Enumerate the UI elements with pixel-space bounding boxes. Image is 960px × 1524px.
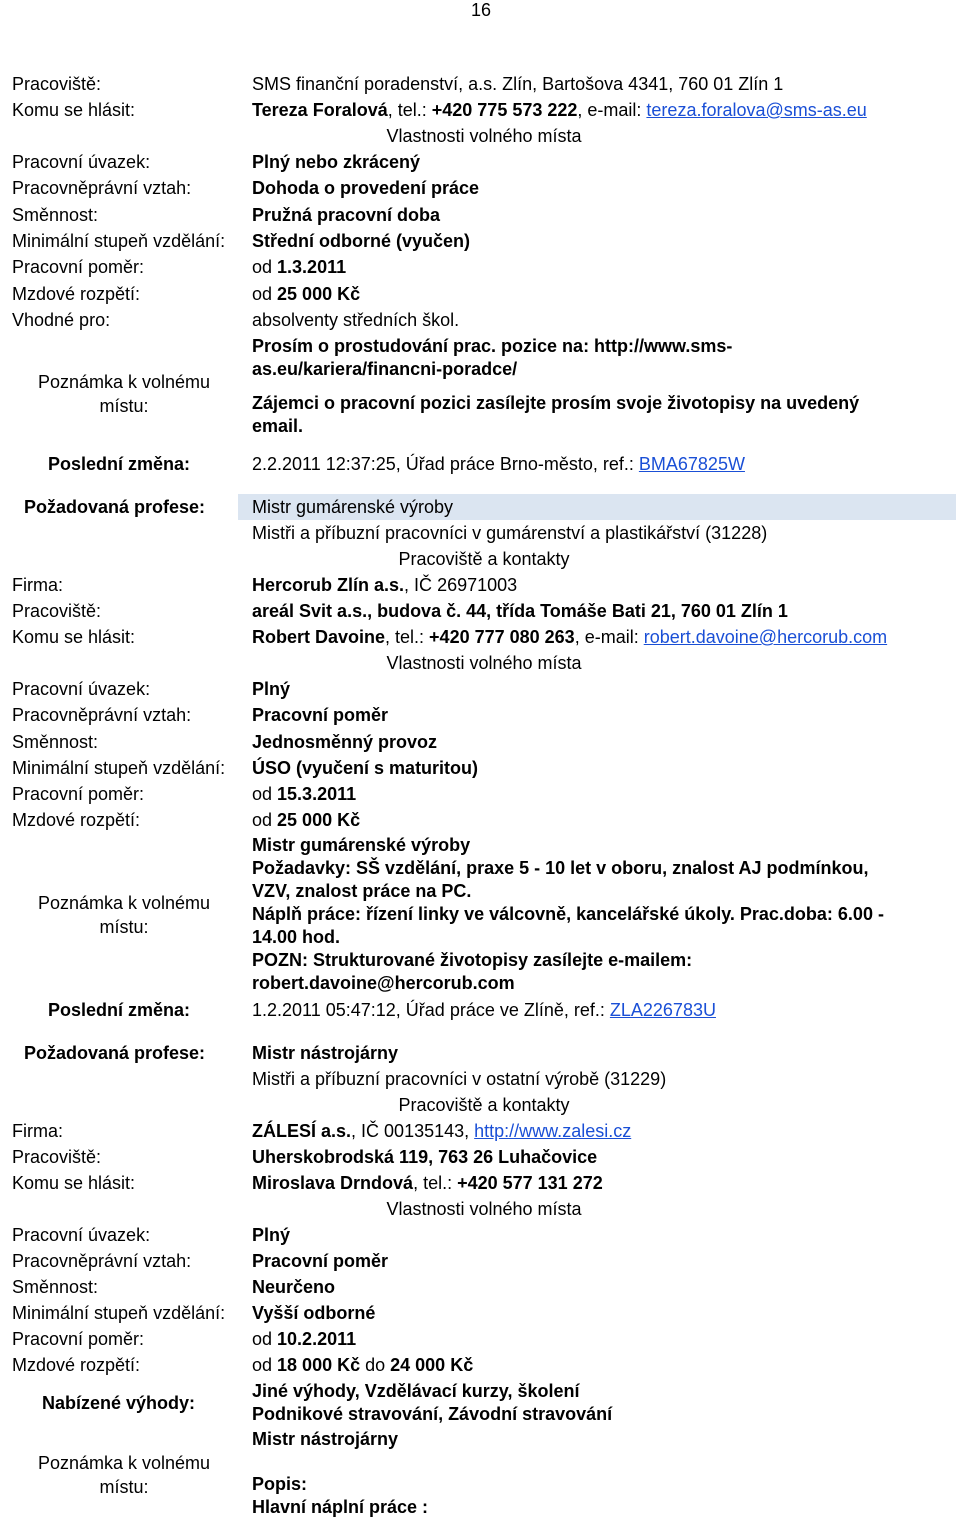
contract-type-value: Dohoda o provedení práce (252, 178, 480, 198)
start-date-label: Pracovní poměr: (12, 257, 145, 277)
contact-label: Komu se hlásit: (12, 100, 136, 120)
last-change-value (252, 997, 716, 1023)
last-change-text: 1.2.2011 05:47:12, Úřad práce ve Zlíně (252, 1000, 564, 1020)
suitable-for-value: absolventy středních škol. (252, 310, 460, 330)
education-value: ÚSO (vyučení s maturitou) (252, 758, 479, 778)
workload-label: Pracovní úvazek: (12, 1225, 151, 1245)
workplace-row (12, 598, 956, 624)
from-word: od (252, 1355, 278, 1375)
company-value (252, 572, 517, 598)
start-date-label: Pracovní poměr: (12, 1329, 145, 1349)
last-change-value (252, 451, 745, 477)
note-line: Hlavní náplní práce : (252, 1497, 429, 1517)
workplace-value: areál Svit a.s., budova č. 44, třída Tomáše Bati 21, 760 01 Zlín 1 (252, 601, 788, 621)
start-date: 10.2.2011 (277, 1329, 357, 1349)
profession-row (12, 1040, 956, 1066)
contact-value (252, 1170, 603, 1196)
last-change-label: Poslední změna: (48, 454, 191, 474)
benefit-line: Jiné výhody, Vzdělávací kurzy, školení (252, 1381, 580, 1401)
contact-name: Tereza Foralová (252, 100, 388, 120)
company-name: ZÁLESÍ a.s. (252, 1121, 352, 1141)
workplace-value: SMS finanční poradenství, a.s. Zlín, Bartošova 4341, 760 01 Zlín 1 (252, 74, 784, 94)
salary-amount: 25 000 Kč (277, 810, 361, 830)
salary-value (252, 1352, 473, 1378)
shift-value: Neurčeno (252, 1277, 336, 1297)
category-value: Mistři a příbuzní pracovníci v gumárenství a plastikářství (31228) (252, 523, 768, 543)
contact-phone: +420 777 080 263 (429, 627, 575, 647)
benefits-value (252, 1380, 950, 1426)
note-label-line2: místu: (99, 396, 149, 416)
page-number: 16 (470, 0, 492, 20)
workload-label: Pracovní úvazek: (12, 679, 151, 699)
salary-label: Mzdové rozpětí: (12, 1355, 141, 1375)
workload-value: Plný nebo zkrácený (252, 152, 421, 172)
workplace-row (12, 1144, 956, 1170)
note-line: POZN: Strukturované životopisy zasílejte e-mailem: (252, 950, 693, 970)
education-label: Minimální stupeň vzdělání: (12, 231, 226, 251)
category-row (12, 520, 956, 546)
workload-row (12, 149, 956, 175)
note-line: email. (252, 416, 304, 436)
workplace-row (12, 71, 956, 97)
shift-row (12, 729, 956, 755)
ref-prefix: , ref.: (592, 454, 639, 474)
ref-prefix: , ref.: (563, 1000, 610, 1020)
category-row (12, 1066, 956, 1092)
salary-amount: 25 000 Kč (277, 284, 361, 304)
ref-link[interactable]: ZLA226783U (609, 1000, 716, 1020)
note-value (252, 1428, 950, 1519)
note-line: Zájemci o pracovní pozici zasílejte prosím svoje životopisy na uvedený (252, 393, 860, 413)
workload-value: Plný (252, 679, 291, 699)
last-change-row (12, 451, 956, 477)
shift-row (12, 202, 956, 228)
shift-label: Směnnost: (12, 205, 99, 225)
start-date: 1.3.2011 (277, 257, 347, 277)
shift-label: Směnnost: (12, 732, 99, 752)
education-row (12, 1300, 956, 1326)
note-line: Náplň práce: řízení linky ve válcovně, kancelářské úkoly. Prac.doba: 6.00 - (252, 904, 884, 924)
note-line: Požadavky: SŠ vzdělání, praxe 5 - 10 let v oboru, znalost AJ podmínkou, (252, 858, 869, 878)
benefit-line: Podnikové stravování, Závodní stravování (252, 1404, 613, 1424)
company-row (12, 1118, 956, 1144)
start-date-row (12, 781, 956, 807)
section-heading-contacts: Pracoviště a kontakty (398, 549, 570, 569)
company-value: ZÁLESÍ a.s., IČ 00135143, http://www.zalesi.cz (252, 1121, 632, 1141)
shift-value: Jednosměnný provoz (252, 732, 438, 752)
ico-prefix: , IČ (351, 1121, 385, 1141)
note-label-line2: místu: (99, 1477, 149, 1497)
workload-row (12, 676, 956, 702)
from-word: od (252, 810, 278, 830)
contact-value (252, 97, 867, 123)
education-value: Střední odborné (vyučen) (252, 231, 471, 251)
last-change-row (12, 997, 956, 1023)
education-label: Minimální stupeň vzdělání: (12, 758, 226, 778)
shift-label: Směnnost: (12, 1277, 99, 1297)
workload-row (12, 1222, 956, 1248)
from-word: od (252, 1329, 278, 1349)
salary-row (12, 1352, 956, 1378)
note-value (252, 335, 950, 438)
start-date: 15.3.2011 (277, 784, 357, 804)
shift-value: Pružná pracovní doba (252, 205, 441, 225)
tel-prefix: , tel.: (413, 1173, 458, 1193)
contract-type-label: Pracovněprávní vztah: (12, 178, 192, 198)
contact-label: Komu se hlásit: (12, 1173, 136, 1193)
section-heading-row (12, 546, 956, 572)
company-label: Firma: (12, 575, 63, 595)
suitable-for-label: Vhodné pro: (12, 310, 111, 330)
workplace-label: Pracoviště: (12, 601, 102, 621)
ico-prefix: , IČ (404, 575, 438, 595)
profession-value: Mistr gumárenské výroby (252, 497, 454, 517)
benefits-label: Nabízené výhody: (42, 1393, 196, 1413)
last-change-label: Poslední změna: (48, 1000, 191, 1020)
contact-value (252, 624, 887, 650)
section-heading-row (12, 1196, 956, 1222)
note-line: Mistr gumárenské výroby (252, 835, 471, 855)
contract-type-value: Pracovní poměr (252, 1251, 389, 1271)
contact-email-link[interactable]: robert.davoine@hercorub.com (643, 627, 888, 647)
education-row (12, 228, 956, 254)
contract-type-row (12, 1248, 956, 1274)
workload-label: Pracovní úvazek: (12, 152, 151, 172)
from-word: od (252, 257, 278, 277)
profession-value: Mistr nástrojárny (252, 1043, 399, 1063)
start-date-row (12, 254, 956, 280)
salary-row (12, 281, 956, 307)
start-date-value (252, 781, 356, 807)
contact-email-link[interactable]: tereza.foralova@sms-as.eu (646, 100, 867, 120)
contact-row (12, 97, 956, 123)
email-prefix: , e-mail: (574, 627, 644, 647)
from-word: od (252, 284, 278, 304)
workplace-label: Pracoviště: (12, 74, 102, 94)
note-label (12, 370, 236, 418)
note-value (252, 834, 950, 995)
contract-type-value: Pracovní poměr (252, 705, 389, 725)
salary-value (252, 281, 360, 307)
tel-prefix: , tel.: (387, 100, 432, 120)
section-heading-row (12, 650, 956, 676)
shift-row (12, 1274, 956, 1300)
education-value: Vyšší odborné (252, 1303, 376, 1323)
note-line: robert.davoine@hercorub.com (252, 973, 515, 993)
start-date-row (12, 1326, 956, 1352)
category-value: Mistři a příbuzní pracovníci v ostatní výrobě (31229) (252, 1069, 667, 1089)
workplace-value: Uherskobrodská 119, 763 26 Luhačovice (252, 1147, 598, 1167)
note-label-line1: Poznámka k volnému (37, 372, 211, 392)
contract-type-label: Pracovněprávní vztah: (12, 705, 192, 725)
salary-label: Mzdové rozpětí: (12, 284, 141, 304)
note-line: Mistr nástrojárny (252, 1429, 399, 1449)
section-heading-properties: Vlastnosti volného místa (386, 126, 582, 146)
tel-prefix: , tel.: (385, 627, 430, 647)
company-web-link[interactable]: http://www.zalesi.cz (474, 1121, 632, 1141)
note-label-line2: místu: (99, 917, 149, 937)
suitable-for-row (12, 307, 956, 333)
company-label: Firma: (12, 1121, 63, 1141)
education-label: Minimální stupeň vzdělání: (12, 1303, 226, 1323)
profession-row (12, 494, 956, 520)
ref-link[interactable]: BMA67825W (638, 454, 745, 474)
last-change-text: 2.2.2011 12:37:25, Úřad práce Brno-město (252, 454, 593, 474)
salary-to: 24 000 Kč (390, 1355, 474, 1375)
education-row (12, 755, 956, 781)
company-name: Hercorub Zlín a.s. (252, 575, 405, 595)
email-prefix: , e-mail: (577, 100, 647, 120)
start-date-value (252, 1326, 356, 1352)
section-heading-row (12, 1092, 956, 1118)
section-heading-properties: Vlastnosti volného místa (386, 653, 582, 673)
note-line: as.eu/kariera/financni-poradce/ (252, 359, 518, 379)
salary-value (252, 807, 360, 833)
company-ico: 26971003 (437, 575, 518, 595)
contact-row (12, 624, 956, 650)
note-line: VZV, znalost práce na PC. (252, 881, 472, 901)
note-label (12, 1451, 236, 1499)
salary-from: 18 000 Kč (277, 1355, 361, 1375)
start-date-value (252, 254, 346, 280)
profession-label: Požadovaná profese: (24, 497, 206, 517)
contract-type-row (12, 175, 956, 201)
section-heading-properties: Vlastnosti volného místa (386, 1199, 582, 1219)
contact-row (12, 1170, 956, 1196)
section-heading-row (12, 123, 956, 149)
note-label-line1: Poznámka k volnému (37, 893, 211, 913)
start-date-label: Pracovní poměr: (12, 784, 145, 804)
workplace-label: Pracoviště: (12, 1147, 102, 1167)
contact-phone: +420 775 573 222 (431, 100, 578, 120)
contact-name: Robert Davoine (252, 627, 386, 647)
section-heading-contacts: Pracoviště a kontakty (398, 1095, 570, 1115)
company-ico: 00135143 (384, 1121, 465, 1141)
salary-label: Mzdové rozpětí: (12, 810, 141, 830)
workload-value: Plný (252, 1225, 291, 1245)
contact-phone: +420 577 131 272 (457, 1173, 603, 1193)
note-line: 14.00 hod. (252, 927, 341, 947)
note-label (12, 891, 236, 939)
salary-row (12, 807, 956, 833)
to-word: do (360, 1355, 391, 1375)
from-word: od (252, 784, 278, 804)
profession-label: Požadovaná profese: (24, 1043, 206, 1063)
contract-type-label: Pracovněprávní vztah: (12, 1251, 192, 1271)
note-label-line1: Poznámka k volnému (37, 1453, 211, 1473)
contact-name: Miroslava Drndová (252, 1173, 414, 1193)
note-line: Popis: (252, 1474, 308, 1494)
note-line: Prosím o prostudování prac. pozice na: http://www.sms- (252, 336, 733, 356)
contract-type-row (12, 702, 956, 728)
contact-label: Komu se hlásit: (12, 627, 136, 647)
company-row (12, 572, 956, 598)
